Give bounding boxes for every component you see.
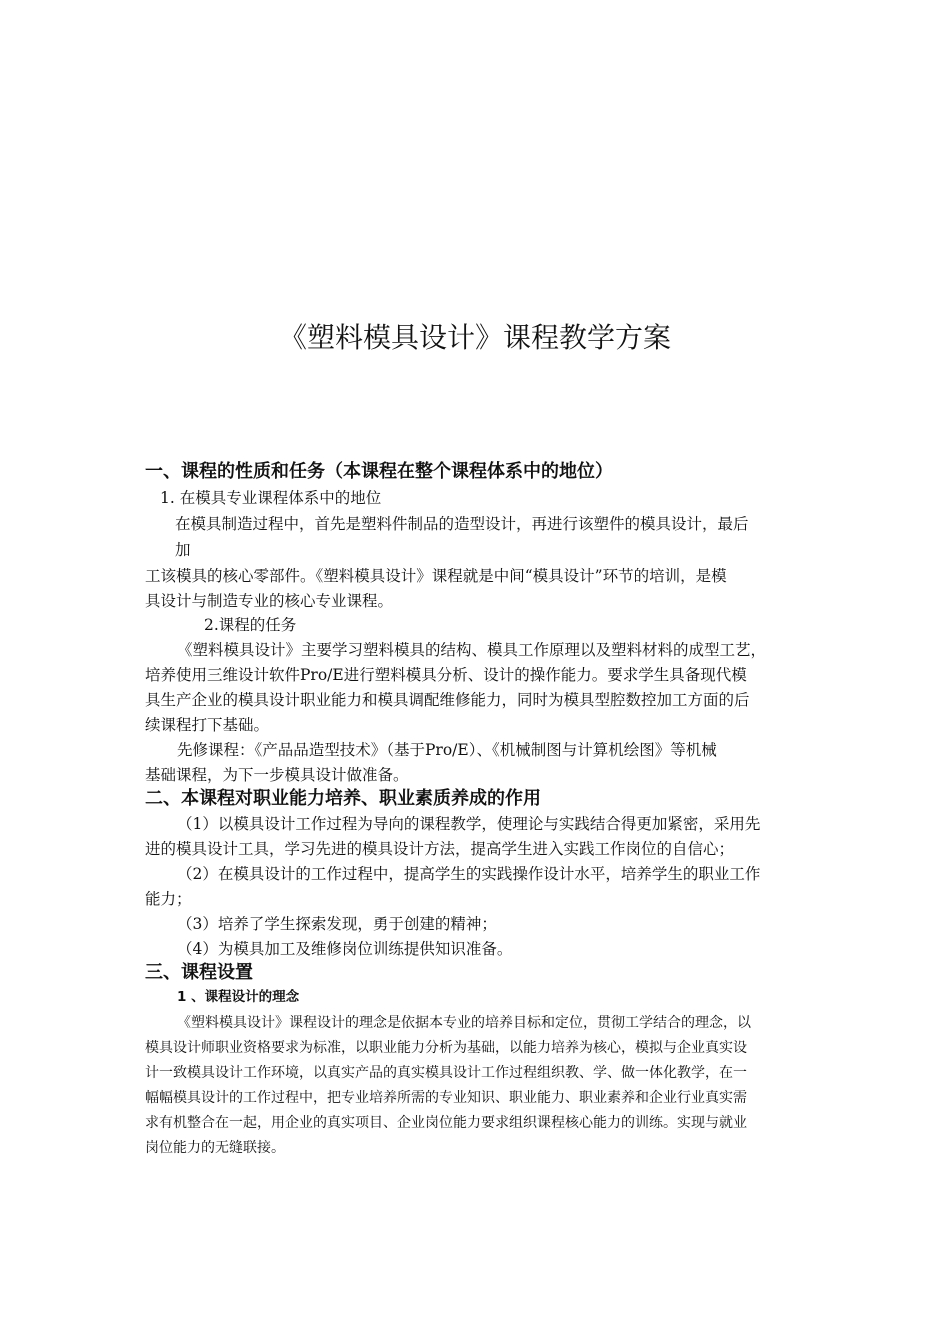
section-1-heading: 一、课程的性质和任务（本课程在整个课程体系中的地位） (145, 461, 613, 482)
paragraph-line: 培养使用三维设计软件Pro/E进行塑料模具分析、设计的操作能力。要求学生具备现代模 (145, 666, 747, 684)
paragraph-line: 具生产企业的模具设计职业能力和模具调配维修能力，同时为模具型腔数控加工方面的后 (145, 691, 750, 709)
paragraph-line: 模具设计师职业资格要求为标准，以职业能力分析为基础，以能力培养为核心，模拟与企业真实设 (145, 1040, 747, 1056)
paragraph-line: 加 (175, 541, 191, 559)
paragraph-line: 工该模具的核心零部件。《塑料模具设计》课程就是中间“模具设计”环节的培训，是模 (145, 567, 727, 585)
list-item: 能力； (145, 890, 192, 908)
paragraph-line: 在模具制造过程中，首先是塑料件制品的造型设计，再进行该塑件的模具设计，最后 (175, 515, 749, 533)
paragraph-line: 先修课程：《产品品造型技术》（基于Pro/E）、《机械制图与计算机绘图》等机械 (177, 741, 717, 759)
section-3-heading: 三、课程设置 (145, 962, 253, 983)
paragraph-line: 岗位能力的无缝联接。 (145, 1140, 285, 1156)
section-1-subheading-2: 2.课程的任务 (204, 616, 297, 634)
section-1-subheading-1: 1. 在模具专业课程体系中的地位 (160, 489, 382, 507)
paragraph-line: 续课程打下基础。 (145, 716, 270, 734)
paragraph-line: 基础课程，为下一步模具设计做准备。 (145, 766, 409, 784)
section-2-heading: 二、本课程对职业能力培养、职业素质养成的作用 (145, 788, 541, 809)
list-item: 进的模具设计工具，学习先进的模具设计方法，提高学生进入实践工作岗位的自信心； (145, 840, 735, 858)
paragraph-line: 具设计与制造专业的核心专业课程。 (145, 592, 394, 610)
list-item: （3）培养了学生探索发现，勇于创建的精神； (177, 915, 497, 933)
paragraph-line: 幅幅模具设计的工作过程中，把专业培养所需的专业知识、职业能力、职业素养和企业行业真实需 (145, 1090, 747, 1106)
paragraph-line: 计一致模具设计工作环境，以真实产品的真实模具设计工作过程组织教、学、做一体化教学，在一 (145, 1065, 747, 1081)
paragraph-line: 求有机整合在一起，用企业的真实项目、企业岗位能力要求组织课程核心能力的训练。实现与就业 (145, 1115, 747, 1131)
document-title: 《塑料模具设计》课程教学方案 (278, 321, 671, 354)
paragraph-line: 《塑料模具设计》主要学习塑料模具的结构、模具工作原理以及塑料材料的成型工艺， (177, 641, 767, 659)
list-item: （4）为模具加工及维修岗位训练提供知识准备。 (177, 940, 513, 958)
list-item: （1）以模具设计工作过程为导向的课程教学，使理论与实践结合得更加紧密，采用先 (177, 815, 761, 833)
section-3-subheading-1: 1 、课程设计的理念 (177, 989, 300, 1005)
paragraph-line: 《塑料模具设计》课程设计的理念是依据本专业的培养目标和定位，贯彻工学结合的理念，以 (177, 1015, 751, 1031)
list-item: （2）在模具设计的工作过程中，提高学生的实践操作设计水平，培养学生的职业工作 (177, 865, 761, 883)
